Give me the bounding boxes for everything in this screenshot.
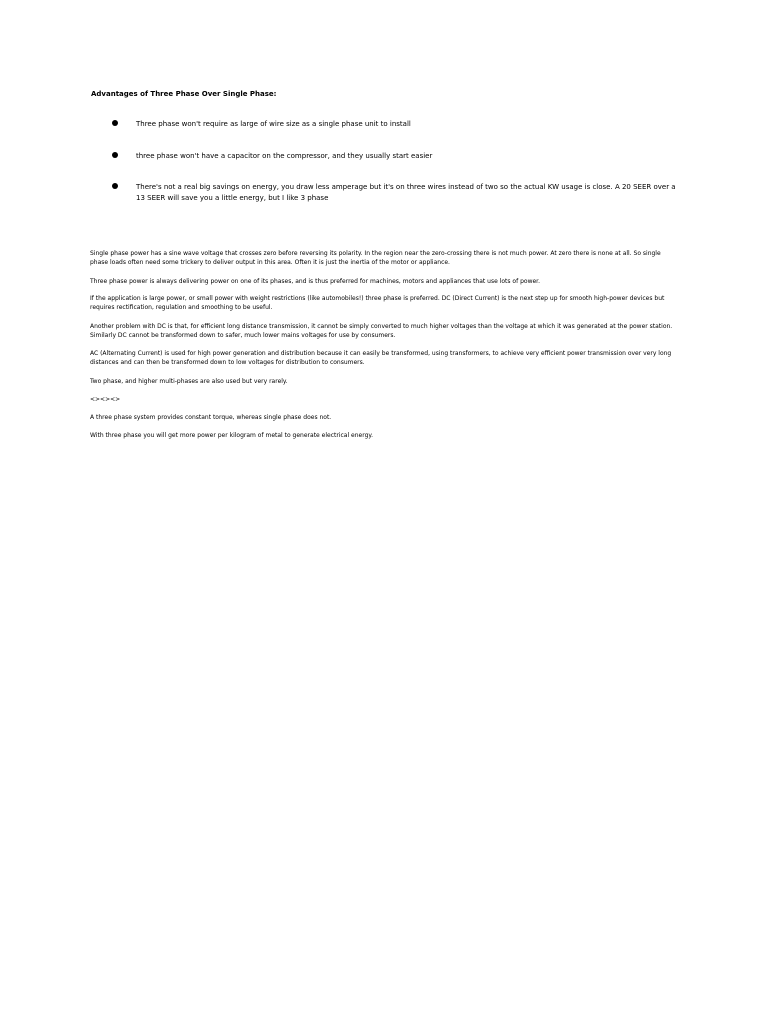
paragraph: AC (Alternating Current) is used for high power generation and distribution because it can easily be transformed, using transformers, to achieve very efficient power transmission over very long distances and can then be transformed down to low voltages for distribution to consumers.: [90, 350, 672, 366]
paragraph: If the application is large power, or small power with weight restrictions (like automobiles!) three phase is preferred. DC (Direct Current) is the next step up for smooth high-power devices but requires rectification, regulation and smoothing to be useful.: [90, 295, 665, 311]
paragraph: Three phase power is always delivering power on one of its phases, and is thus preferred for machines, motors and appliances that use lots of power.: [90, 278, 541, 285]
paragraph: Another problem with DC is that, for efficient long distance transmission, it cannot be simply converted to much higher voltages than the voltage at which it was generated at the power station. Similarly DC cannot be transformed down to safer, much lower mains voltages for use by consumers.: [90, 323, 673, 339]
paragraph: Single phase power has a sine wave voltage that crosses zero before reversing its polarity. In the region near the zero-crossing there is not much power. At zero there is none at all. So single phase loads often need some trickery to deliver output in this area. Often it is just the inertia of the motor or appliance.: [90, 250, 661, 266]
bullet-text: There's not a real big savings on energy, you draw less amperage but it's on three wires instead of two so the actual KW usage is close. A 20 SEER over a 13 SEER will save you a little energy, but I like 3 phase: [136, 183, 676, 202]
separator-text: <><><>: [90, 396, 121, 403]
bullet-text: Three phase won't require as large of wire size as a single phase unit to install: [136, 120, 411, 128]
paragraph: With three phase you will get more power per kilogram of metal to generate electrical energy.: [90, 432, 373, 439]
paragraph: A three phase system provides constant torque, whereas single phase does not.: [90, 414, 332, 421]
bullet-icon: [112, 120, 118, 126]
document-heading: Advantages of Three Phase Over Single Phase:: [91, 90, 277, 98]
bullet-text: three phase won't have a capacitor on the compressor, and they usually start easier: [136, 152, 433, 160]
paragraph: Two phase, and higher multi-phases are also used but very rarely.: [90, 378, 288, 385]
bullet-icon: [112, 183, 118, 189]
bullet-icon: [112, 152, 118, 158]
